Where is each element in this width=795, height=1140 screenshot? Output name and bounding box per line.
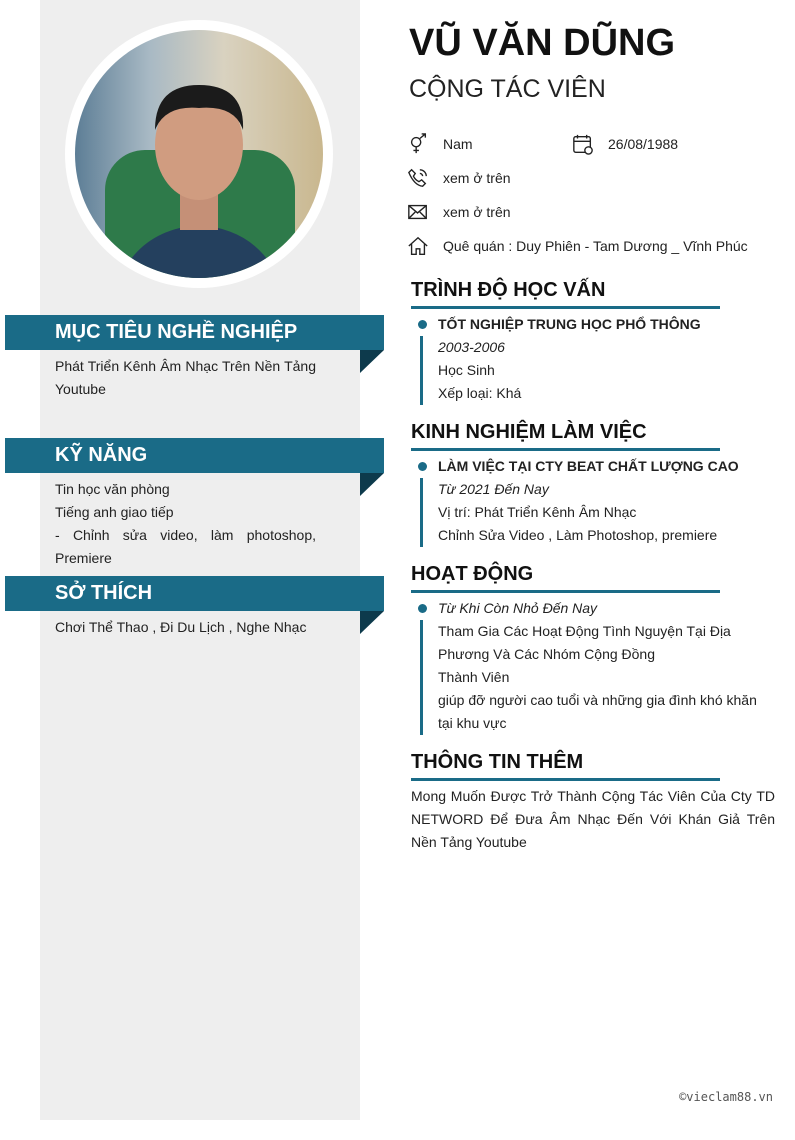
email-row: xem ở trên (407, 201, 511, 223)
education-heading: TRÌNH ĐỘ HỌC VẤN (411, 279, 720, 309)
banner-fold (360, 473, 384, 496)
activities-heading: HOẠT ĐỘNG (411, 563, 720, 593)
banner-fold (360, 611, 384, 634)
portrait-image (75, 30, 323, 278)
full-name: VŨ VĂN DŨNG (409, 22, 676, 64)
objective-banner: MỤC TIÊU NGHỀ NGHIỆP (5, 315, 384, 350)
skills-list (55, 478, 316, 570)
banner-fold (360, 350, 384, 373)
experience-heading: KINH NGHIỆM LÀM VIỆC (411, 421, 720, 451)
timeline-bar (420, 336, 423, 405)
job-title: CỘNG TÁC VIÊN (409, 75, 606, 103)
hometown-row: Quê quán : Duy Phiên - Tam Dương _ Vĩnh Phúc (407, 235, 748, 257)
phone-row: xem ở trên (407, 167, 511, 189)
hobbies-banner: SỞ THÍCH (5, 576, 384, 611)
hobbies-text: Chơi Thể Thao , Đi Du Lịch , Nghe Nhạc (55, 619, 307, 635)
timeline-bar (420, 620, 423, 735)
envelope-icon (407, 201, 429, 223)
experience-entry: LÀM VIỆC TẠI CTY BEAT CHẤT LƯỢNG CAO Từ 2021 Đến Nay Vị trí: Phát Triển Kênh Âm Nhạc Chỉnh Sửa Video , Làm Photoshop, premiere (418, 455, 775, 547)
avatar (65, 20, 333, 288)
gender-icon (407, 133, 429, 155)
skill-item: - Chỉnh sửa video, làm photoshop, Premiere (55, 527, 316, 566)
bullet-dot (418, 604, 427, 613)
education-entry: TỐT NGHIỆP TRUNG HỌC PHỔ THÔNG 2003-2006 Học Sinh Xếp loại: Khá (418, 313, 775, 405)
calendar-icon (572, 133, 594, 155)
skills-banner: KỸ NĂNG (5, 438, 384, 473)
dob-row: 26/08/1988 (572, 133, 678, 155)
extra-info-text: Mong Muốn Được Trở Thành Cộng Tác Viên Của Cty TD NETWORD Để Đưa Âm Nhạc Đến Với Khán Giả Trên Nền Tảng Youtube (411, 788, 775, 850)
footer-watermark: ©vieclam88.vn (679, 1090, 773, 1104)
phone-icon (407, 167, 429, 189)
home-icon (407, 235, 429, 257)
bullet-dot (418, 320, 427, 329)
skill-item: Tiếng anh giao tiếp (55, 504, 174, 520)
skill-item: Tin học văn phòng (55, 481, 170, 497)
bullet-dot (418, 462, 427, 471)
objective-text: Phát Triển Kênh Âm Nhạc Trên Nền Tảng Youtube (55, 358, 316, 397)
gender-row: Nam (407, 133, 473, 155)
timeline-bar (420, 478, 423, 547)
extra-info-heading: THÔNG TIN THÊM (411, 751, 720, 781)
activities-entry: Từ Khi Còn Nhỏ Đến Nay Tham Gia Các Hoạt Động Tình Nguyện Tại Địa Phương Và Các Nhóm Cộng Đồng Thành Viên giúp đỡ người cao tuổi và những gia đình khó khăn tại khu vực (418, 597, 775, 735)
